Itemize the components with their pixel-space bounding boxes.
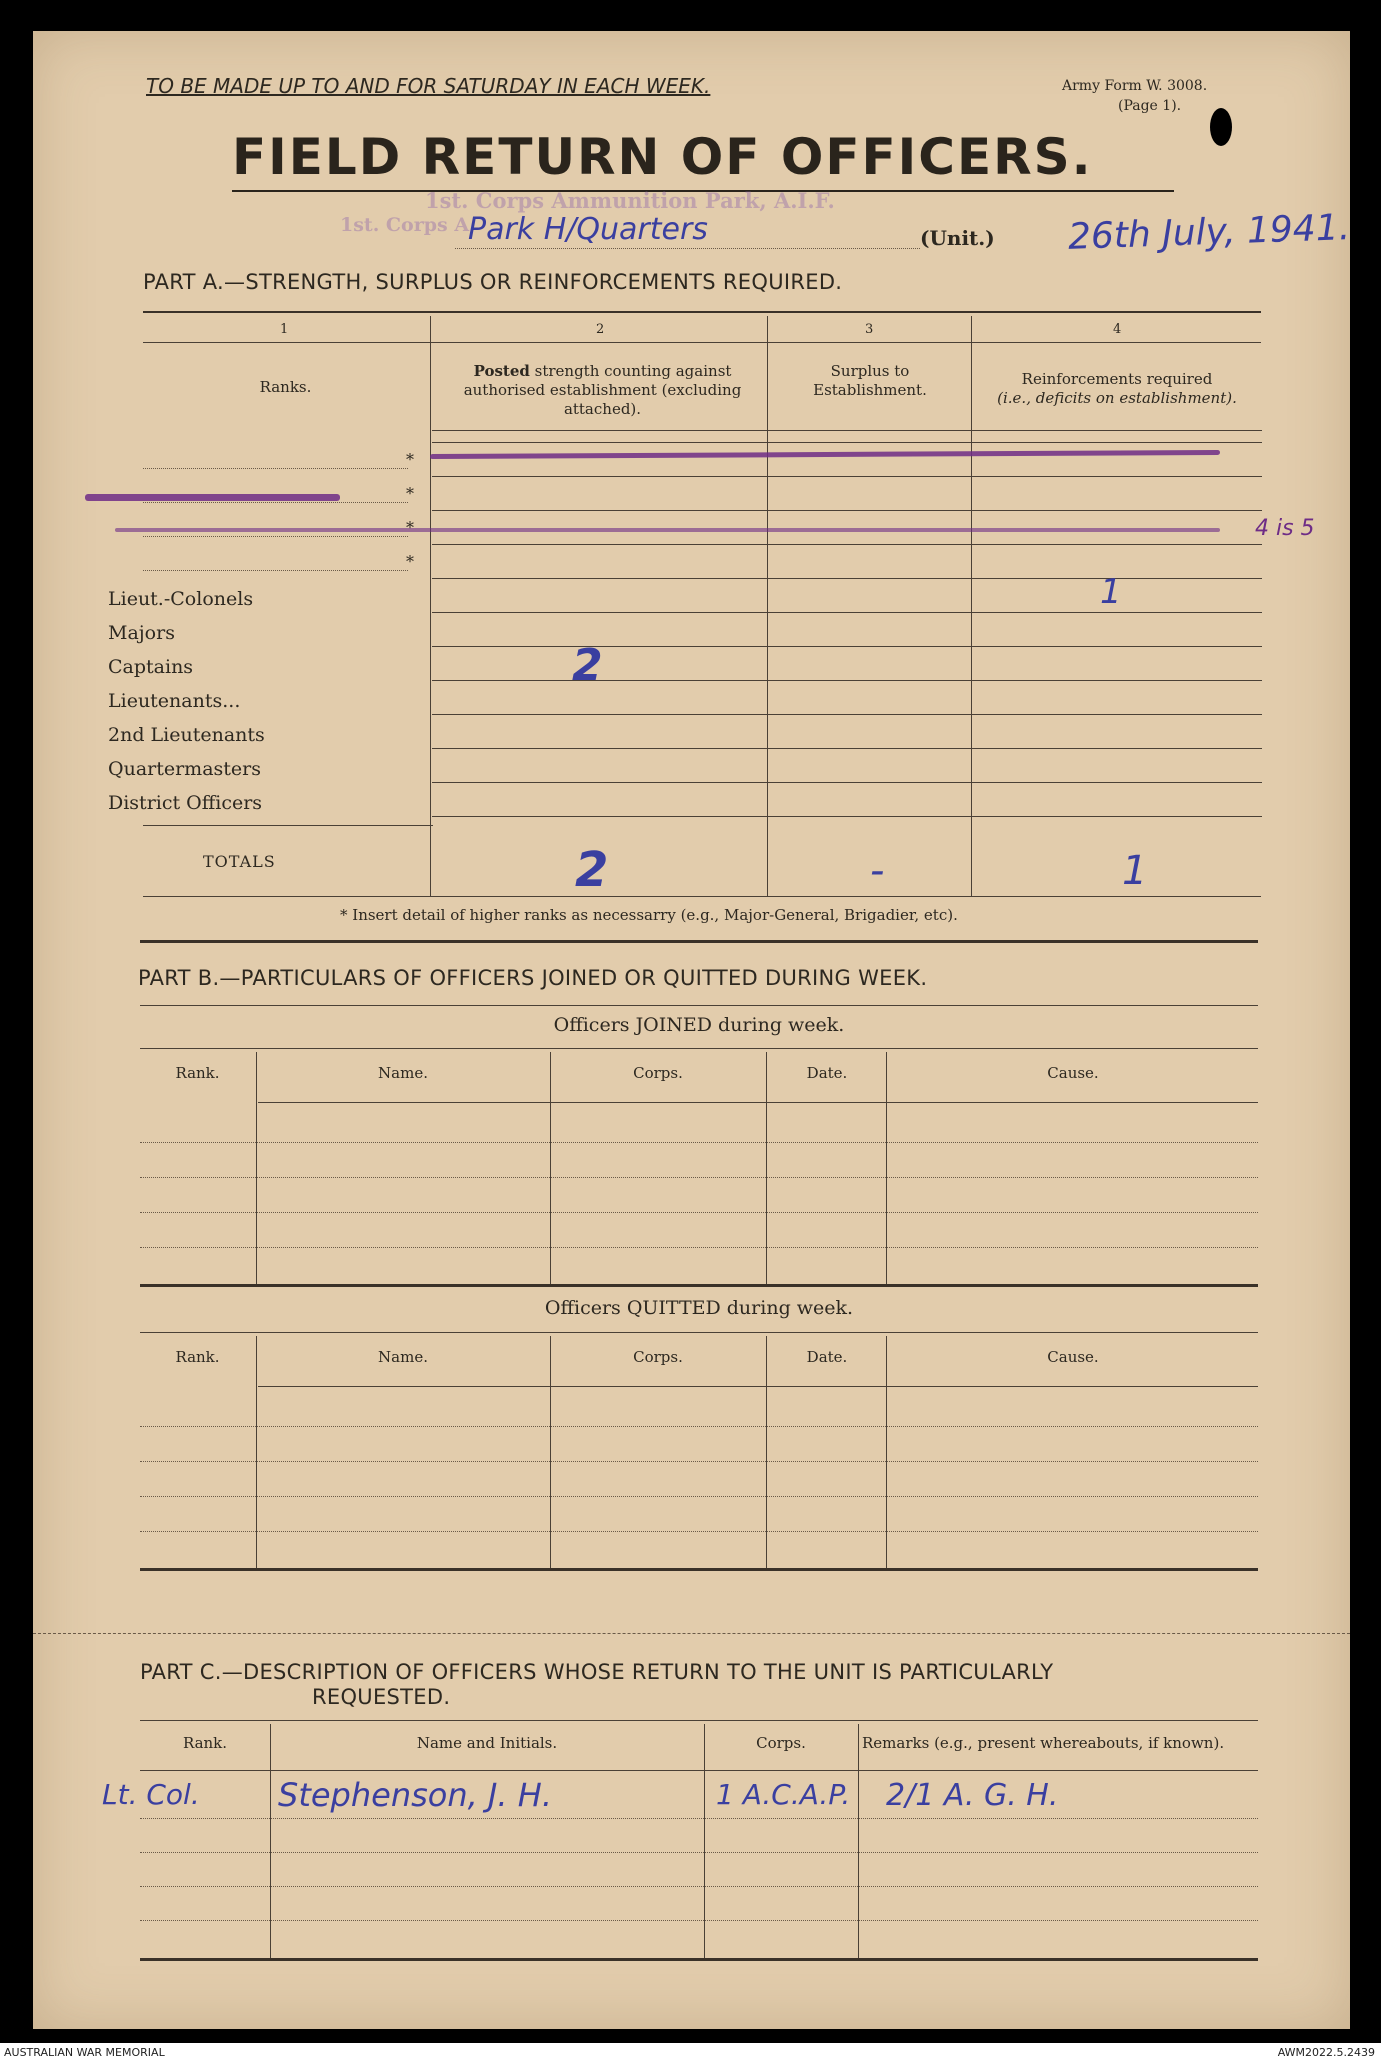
row-rule bbox=[432, 442, 1262, 443]
quitted-title-rule bbox=[140, 1332, 1258, 1333]
strike-through-mark bbox=[85, 494, 340, 501]
joined-divider bbox=[886, 1052, 887, 1284]
page-number: (Page 1). bbox=[1118, 98, 1182, 114]
ranks-bottom-rule bbox=[143, 825, 433, 826]
asterisk-row-line bbox=[143, 536, 408, 537]
part-b-title-rule bbox=[140, 1005, 1258, 1006]
joined-divider bbox=[550, 1052, 551, 1284]
asterisk-marker: * bbox=[406, 450, 414, 469]
row-rule bbox=[432, 816, 1262, 817]
row-rule bbox=[432, 544, 1262, 545]
joined-header-rule bbox=[258, 1102, 1258, 1103]
asterisk-marker: * bbox=[406, 484, 414, 503]
reinforcements-header bbox=[972, 370, 1262, 408]
part-c-row-line bbox=[140, 1818, 1258, 1819]
joined-divider bbox=[256, 1052, 257, 1284]
rank-label: Captains bbox=[108, 656, 194, 678]
row-rule bbox=[432, 578, 1262, 579]
rank-label: Majors bbox=[108, 622, 175, 644]
col-number-3: 3 bbox=[865, 322, 874, 337]
row-rule bbox=[432, 476, 1262, 477]
row-rule bbox=[432, 748, 1262, 749]
reinforcements-header-line1: Reinforcements required bbox=[1021, 370, 1213, 388]
joined-end-rule bbox=[140, 1284, 1258, 1287]
part-c-row-line bbox=[140, 1920, 1258, 1921]
punch-hole bbox=[1210, 108, 1232, 146]
joined-col-corps: Corps. bbox=[633, 1064, 683, 1082]
quitted-header-rule bbox=[258, 1386, 1258, 1387]
joined-row-line bbox=[140, 1247, 1258, 1248]
part-c-end-rule bbox=[140, 1958, 1258, 1961]
part-c-row-line bbox=[140, 1886, 1258, 1887]
army-form-number: Army Form W. 3008. bbox=[1062, 78, 1208, 94]
quitted-divider bbox=[766, 1336, 767, 1570]
row-rule bbox=[432, 714, 1262, 715]
part-c-header-rule bbox=[140, 1770, 1258, 1771]
totals-bottom-rule bbox=[143, 896, 1261, 897]
joined-row-line bbox=[140, 1212, 1258, 1213]
quitted-divider bbox=[886, 1336, 887, 1570]
col-number-4: 4 bbox=[1113, 322, 1122, 337]
quitted-row-line bbox=[140, 1496, 1258, 1497]
part-a-top-rule bbox=[143, 311, 1261, 313]
totals-label: TOTALS bbox=[203, 852, 276, 871]
archive-name: AUSTRALIAN WAR MEMORIAL bbox=[4, 2046, 165, 2059]
part-c-title-line1: PART C.—DESCRIPTION OF OFFICERS WHOSE RETURN TO THE UNIT IS PARTICULARLY bbox=[140, 1660, 1054, 1684]
asterisk-row-line bbox=[143, 468, 408, 469]
part-c-divider bbox=[704, 1724, 705, 1958]
quitted-divider bbox=[550, 1336, 551, 1570]
part-c-title-rule bbox=[140, 1720, 1258, 1721]
joined-row-line bbox=[140, 1142, 1258, 1143]
row-rule bbox=[432, 782, 1262, 783]
part-a-footnote: * Insert detail of higher ranks as necessarry (e.g., Major-General, Brigadier, etc). bbox=[340, 906, 958, 924]
totals-surplus-value: - bbox=[870, 848, 885, 894]
posted-header-rest: strength counting against authorised establishment (excluding attached). bbox=[463, 362, 742, 418]
quitted-row-line bbox=[140, 1461, 1258, 1462]
asterisk-row-line bbox=[143, 502, 408, 503]
rank-label: Lieutenants... bbox=[108, 690, 241, 712]
part-a-col-divider-2 bbox=[767, 316, 768, 896]
row-rule bbox=[432, 646, 1262, 647]
unit-stamp-line2: 1st. Corps A bbox=[340, 214, 470, 236]
unit-line bbox=[455, 248, 920, 249]
row-rule bbox=[432, 612, 1262, 613]
unit-handwritten: Park H/Quarters bbox=[468, 212, 708, 247]
asterisk-marker: * bbox=[406, 552, 414, 571]
part-c-divider bbox=[858, 1724, 859, 1958]
part-c-remarks-value: 2/1 A. G. H. bbox=[886, 1778, 1059, 1813]
ranks-header: Ranks. bbox=[259, 378, 312, 396]
part-c-title-line2: REQUESTED. bbox=[312, 1685, 451, 1709]
surplus-header: Surplus to Establishment. bbox=[813, 362, 927, 399]
perforation-line bbox=[33, 1633, 1350, 1634]
totals-posted-value: 2 bbox=[575, 842, 609, 898]
quitted-title: Officers QUITTED during week. bbox=[544, 1297, 854, 1319]
rank-label: 2nd Lieutenants bbox=[108, 724, 265, 746]
quitted-row-line bbox=[140, 1531, 1258, 1532]
quitted-row-line bbox=[140, 1426, 1258, 1427]
part-a-col-divider-3 bbox=[971, 316, 972, 896]
quitted-col-cause: Cause. bbox=[1047, 1348, 1099, 1366]
col-number-1: 1 bbox=[280, 322, 289, 337]
rank-label: Lieut.-Colonels bbox=[108, 588, 254, 610]
part-c-col-rank: Rank. bbox=[182, 1734, 228, 1752]
part-c-col-remarks: Remarks (e.g., present whereabouts, if known). bbox=[862, 1734, 1225, 1752]
quitted-col-name: Name. bbox=[378, 1348, 428, 1366]
form-title: FIELD RETURN OF OFFICERS. bbox=[232, 128, 1093, 186]
joined-col-rank: Rank. bbox=[175, 1064, 220, 1082]
row-rule bbox=[432, 510, 1262, 511]
joined-title-rule bbox=[140, 1048, 1258, 1049]
quitted-divider bbox=[256, 1336, 257, 1570]
header-bottom-rule bbox=[432, 430, 1262, 431]
col-number-rule bbox=[143, 342, 1261, 343]
joined-col-cause: Cause. bbox=[1047, 1064, 1099, 1082]
part-c-corps-value: 1 A.C.A.P. bbox=[716, 1778, 851, 1811]
rank-label: District Officers bbox=[108, 792, 263, 814]
lt-col-reinforcements-value: 1 bbox=[1100, 572, 1122, 612]
unit-stamp-line1: 1st. Corps Ammunition Park, A.I.F. bbox=[425, 188, 835, 213]
margin-note: 4 is 5 bbox=[1255, 516, 1315, 541]
totals-reinforcements-value: 1 bbox=[1122, 848, 1148, 894]
col-number-2: 2 bbox=[596, 322, 605, 337]
reinforcements-header-line2: (i.e., deficits on establishment). bbox=[997, 389, 1237, 407]
quitted-end-rule bbox=[140, 1568, 1258, 1571]
posted-header bbox=[440, 362, 765, 419]
quitted-col-corps: Corps. bbox=[633, 1348, 683, 1366]
rank-label: Quartermasters bbox=[108, 758, 261, 780]
row-rule bbox=[432, 680, 1262, 681]
joined-divider bbox=[766, 1052, 767, 1284]
date-handwritten: 26th July, 1941. bbox=[1067, 207, 1351, 258]
part-c-row-line bbox=[140, 1852, 1258, 1853]
part-c-col-name: Name and Initials. bbox=[416, 1734, 558, 1752]
part-c-divider bbox=[270, 1724, 271, 1958]
part-c-rank-value: Lt. Col. bbox=[102, 1778, 200, 1811]
captains-posted-value: 2 bbox=[572, 640, 603, 691]
unit-label: (Unit.) bbox=[920, 226, 995, 250]
asterisk-row-line bbox=[143, 570, 408, 571]
quitted-col-date: Date. bbox=[806, 1348, 848, 1366]
strike-through-mark bbox=[115, 528, 1220, 532]
joined-col-name: Name. bbox=[378, 1064, 428, 1082]
posted-header-bold: Posted bbox=[473, 362, 530, 380]
joined-row-line bbox=[140, 1177, 1258, 1178]
quitted-col-rank: Rank. bbox=[175, 1348, 220, 1366]
part-b-title: PART B.—PARTICULARS OF OFFICERS JOINED OR QUITTED DURING WEEK. bbox=[138, 966, 928, 990]
archive-footer bbox=[0, 2043, 1381, 2061]
part-a-col-divider-1 bbox=[430, 316, 431, 896]
joined-title: Officers JOINED during week. bbox=[553, 1014, 845, 1036]
part-a-end-rule bbox=[140, 940, 1258, 943]
instruction-line: TO BE MADE UP TO AND FOR SATURDAY IN EACH WEEK. bbox=[146, 74, 711, 98]
part-c-col-corps: Corps. bbox=[756, 1734, 806, 1752]
part-c-name-value: Stephenson, J. H. bbox=[278, 1776, 552, 1814]
joined-col-date: Date. bbox=[806, 1064, 848, 1082]
archive-reference: AWM2022.5.2439 bbox=[1277, 2046, 1375, 2059]
part-a-title: PART A.—STRENGTH, SURPLUS OR REINFORCEMENTS REQUIRED. bbox=[143, 270, 843, 294]
